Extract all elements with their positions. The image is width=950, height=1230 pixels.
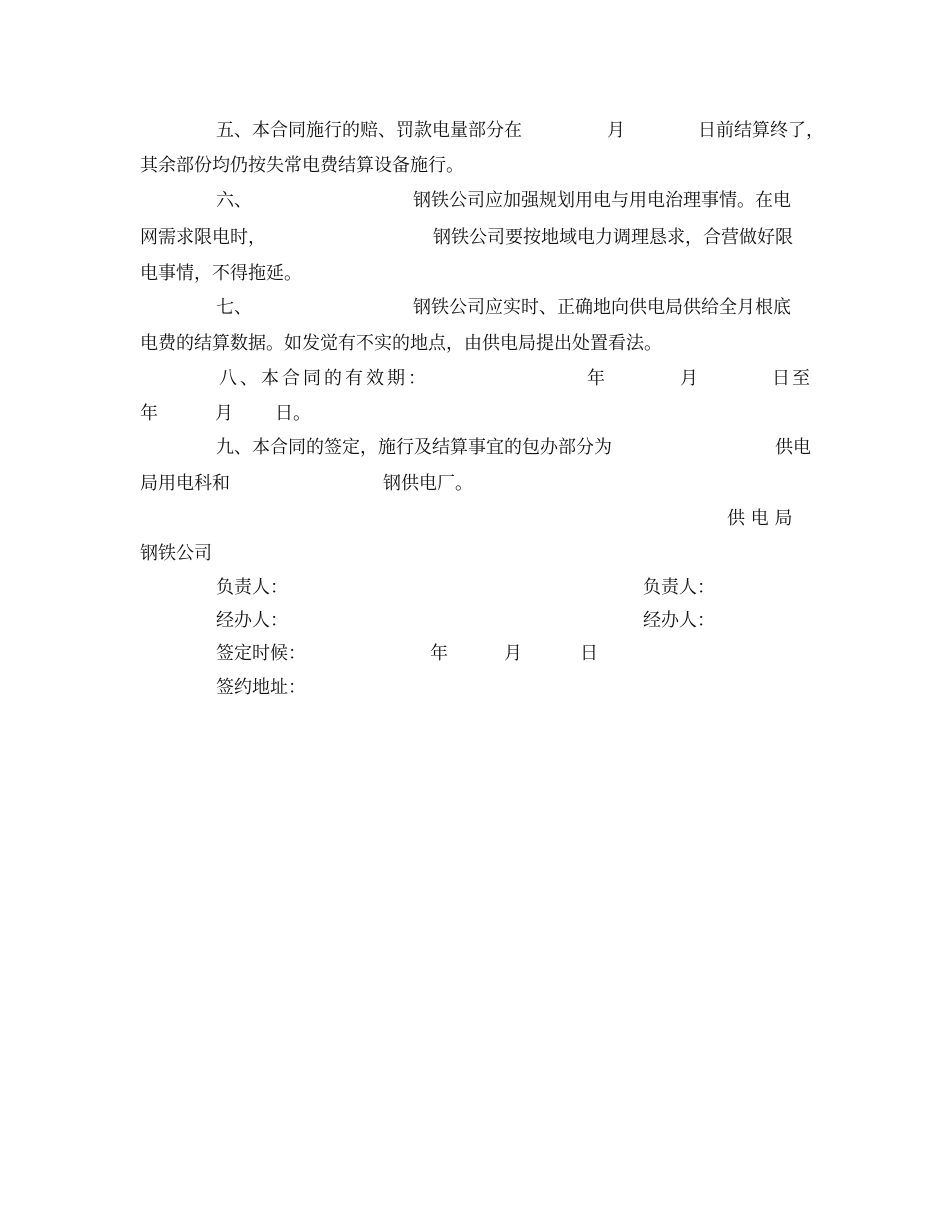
handler-label-left: 经办人： [216, 610, 288, 631]
sign-place-label: 签约地址： [216, 677, 306, 698]
clause-8-month-2: 月 [215, 403, 233, 424]
clause-5-day: 日前结算终了， [698, 120, 824, 141]
clause-8-day-2: 日。 [275, 403, 311, 424]
clause-8-text: 八、本合同的有效期： [219, 368, 429, 389]
clause-6-cont-a: 网需求限电时， [140, 227, 266, 248]
sign-date-year: 年 [430, 643, 448, 664]
clause-8-year-2: 年 [140, 403, 158, 424]
party-supply-bureau: 供 电 局 [727, 508, 793, 529]
clause-5-text: 五、本合同施行的赔、罚款电量部分在 [216, 120, 522, 141]
clause-8-day-to: 日至 [772, 368, 812, 389]
clause-6-num: 六、 [216, 190, 252, 211]
clause-7-text: 钢铁公司应实时、正确地向供电局供给全月根底 [413, 297, 791, 318]
clause-5-month: 月 [607, 120, 625, 141]
sign-date-day: 日 [580, 643, 598, 664]
clause-9-supply: 供电 [775, 437, 811, 458]
clause-5-cont: 其余部份均仍按失常电费结算设备施行。 [140, 155, 464, 176]
responsible-label-left: 负责人： [216, 577, 288, 598]
sign-date-month: 月 [504, 643, 522, 664]
clause-7-num: 七、 [216, 297, 252, 318]
clause-7-cont: 电费的结算数据。如发觉有不实的地点，由供电局提出处置看法。 [140, 333, 662, 354]
clause-9-cont-b: 钢供电厂。 [383, 473, 473, 494]
clause-6-cont-b: 钢铁公司要按地域电力调理恳求，合营做好限 [433, 227, 793, 248]
clause-9-cont-a: 局用电科和 [140, 473, 230, 494]
clause-9-text: 九、本合同的签定，施行及结算事宜的包办部分为 [216, 437, 612, 458]
clause-8-year: 年 [587, 368, 605, 389]
handler-label-right: 经办人： [643, 610, 715, 631]
clause-6-text: 钢铁公司应加强规划用电与用电治理事情。在电 [413, 190, 791, 211]
sign-date-label: 签定时候： [216, 643, 306, 664]
clause-6-cont-c: 电事情，不得拖延。 [140, 263, 302, 284]
party-steel-company: 钢铁公司 [140, 543, 212, 564]
clause-8-month: 月 [680, 368, 698, 389]
responsible-label-right: 负责人： [643, 577, 715, 598]
